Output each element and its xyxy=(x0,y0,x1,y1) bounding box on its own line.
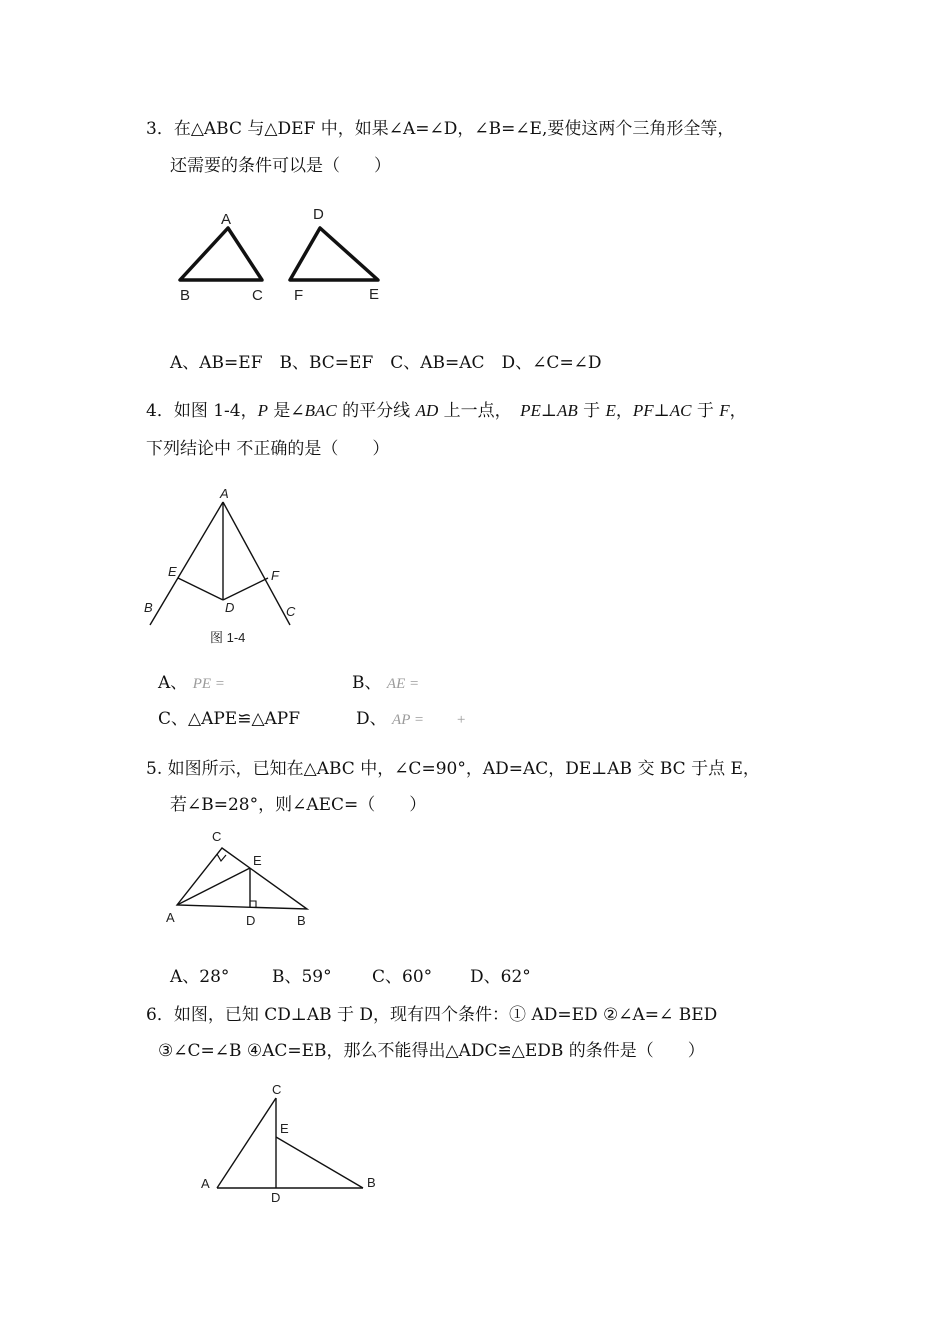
q4-line2: 下列结论中 不正确的是（ ） xyxy=(146,439,390,459)
q4-opta-label: A、 xyxy=(158,673,188,693)
q4-label-e: E xyxy=(168,564,177,579)
q5-label-d: D xyxy=(246,913,256,928)
q4-num: 4．如图 1-4， xyxy=(146,401,258,421)
q5-label-e: E xyxy=(253,853,262,868)
q4-optd-expr: AP = xyxy=(392,712,424,728)
q3-figure xyxy=(170,200,400,310)
segment-ac xyxy=(217,1098,276,1188)
q5-option-b: B、59° xyxy=(272,967,332,987)
q5-label-a: A xyxy=(166,910,175,925)
q6-label-c: C xyxy=(272,1082,282,1097)
q3-line1: 3．在△ABC 与△DEF 中，如果∠A=∠D，∠B=∠E,要使这两个三角形全等， xyxy=(146,119,735,139)
q5-option-c: C、60° xyxy=(372,967,433,987)
q4-option-d xyxy=(356,708,466,731)
q3-label-a: A xyxy=(221,211,232,228)
q4-t2: 的平分线 xyxy=(336,401,416,421)
q4-option-b xyxy=(352,672,419,695)
q4-optb-expr: AE = xyxy=(386,676,420,692)
q6-figure xyxy=(195,1078,385,1208)
q4-label-a: A xyxy=(220,486,229,501)
q4-pf: PF xyxy=(632,401,654,420)
q3-label-c: C xyxy=(252,287,263,304)
ray-ab xyxy=(150,502,223,625)
q6-label-d: D xyxy=(271,1190,281,1205)
q6-label-b: B xyxy=(367,1175,376,1190)
q4-ac: AC xyxy=(669,401,692,420)
q6-label-a: A xyxy=(201,1176,210,1191)
q4-ab: AB xyxy=(556,401,578,420)
q4-t3: 上一点， xyxy=(438,401,521,421)
q4-t4: 于 xyxy=(577,401,606,421)
q4-opta-expr: PE = xyxy=(192,676,225,692)
q4-perp1: ⊥ xyxy=(540,401,557,421)
q4-t6: 于 xyxy=(691,401,720,421)
triangle-abc xyxy=(177,848,307,909)
triangle-abc xyxy=(180,228,262,280)
q4-fig-caption: 图 1-4 xyxy=(210,630,246,645)
q4-label-b: B xyxy=(144,600,153,615)
q4-optd-label: D、 xyxy=(356,709,387,729)
right-angle-c xyxy=(217,854,226,861)
q5-line2: 若∠B=28°，则∠AEC=（ ） xyxy=(170,795,427,815)
q4-ad: AD xyxy=(415,401,439,420)
q4-line1 xyxy=(146,400,747,422)
q4-label-f: F xyxy=(271,568,279,583)
q6-line1: 6．如图，已知 CD⊥AB 于 D，现有四个条件：① AD=ED ②∠A=∠ BED xyxy=(146,1005,718,1025)
q5-option-a: A、28° xyxy=(170,967,230,987)
q5-line1: 5. 如图所示，已知在△ABC 中，∠C=90°，AD=AC，DE⊥AB 交 BC 于点 E， xyxy=(146,759,760,779)
q4-optb-label: B、 xyxy=(352,673,382,693)
q4-option-c: C、△APE≌△APF xyxy=(158,709,301,729)
segment-pe xyxy=(178,578,223,600)
q4-e: E xyxy=(605,401,616,420)
q4-label-d: D xyxy=(225,600,235,615)
q3-label-f: F xyxy=(294,287,304,304)
q4-t1: 是∠ xyxy=(268,401,305,421)
segment-pf xyxy=(223,578,268,600)
q3-options: A、AB=EF B、BC=EF C、AB=AC D、∠C=∠D xyxy=(170,353,602,373)
q3-label-d: D xyxy=(313,206,324,223)
q3-line2: 还需要的条件可以是（ ） xyxy=(170,156,391,176)
q5-label-c: C xyxy=(212,829,222,844)
q5-label-b: B xyxy=(297,913,306,928)
q4-perp2: ⊥ xyxy=(653,401,670,421)
q4-f: F xyxy=(719,401,730,420)
segment-eb xyxy=(276,1137,363,1188)
q3-label-b: B xyxy=(180,287,191,304)
q6-label-e: E xyxy=(280,1121,289,1136)
q4-p: P xyxy=(257,401,268,420)
segment-ae xyxy=(177,868,250,905)
triangle-def xyxy=(290,228,378,280)
q4-bac: BAC xyxy=(304,401,337,420)
q6-line2: ③∠C=∠B ④AC=EB，那么不能得出△ADC≌△EDB 的条件是（ ） xyxy=(158,1041,705,1061)
q4-label-c: C xyxy=(286,604,296,619)
q4-pe: PE xyxy=(520,401,541,420)
q4-figure xyxy=(140,480,310,655)
right-angle-d xyxy=(250,901,256,907)
q3-label-e: E xyxy=(369,286,380,303)
q4-optd-plus: + xyxy=(455,712,467,728)
q5-figure xyxy=(160,825,320,930)
q5-option-d: D、62° xyxy=(470,967,531,987)
q4-t7: ， xyxy=(729,401,747,421)
q4-option-a xyxy=(158,672,225,695)
q4-t5: ， xyxy=(615,401,633,421)
